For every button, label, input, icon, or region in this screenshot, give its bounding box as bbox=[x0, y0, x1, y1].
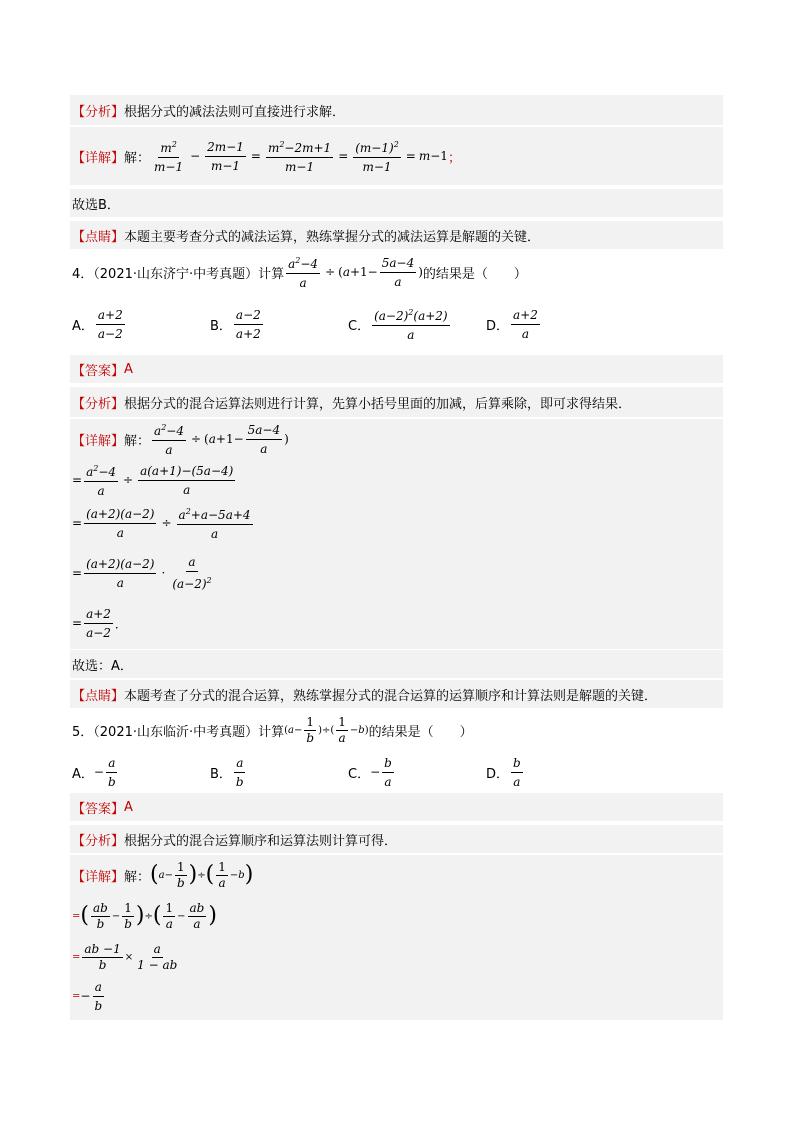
stem-suffix: 的结果是（ ） bbox=[422, 266, 527, 282]
option-label: D． bbox=[486, 318, 510, 334]
q4-choose-row bbox=[70, 650, 723, 678]
q5-analysis-row bbox=[70, 825, 723, 853]
choose-text: 故选：A． bbox=[72, 658, 133, 674]
q4-comment-row bbox=[70, 680, 723, 708]
formula-fraction: $\frac{a^2-4}{a}$ bbox=[154, 423, 184, 457]
analysis-tag: 【分析】 bbox=[72, 396, 125, 412]
stem-suffix: 的结果是（ ） bbox=[368, 724, 473, 740]
q3-choose-row bbox=[70, 189, 723, 217]
formula-fraction: $\frac{ab}{b}$ bbox=[92, 900, 108, 931]
option-label: C． bbox=[348, 766, 371, 782]
formula-fraction: $\frac{1}{b}$ bbox=[306, 714, 315, 745]
q3-analysis-row bbox=[70, 95, 723, 125]
detail-lead: 解： bbox=[124, 869, 151, 885]
comment-tag: 【点睛】 bbox=[72, 688, 125, 704]
q5-detail-block: 【详解】 解： ( a − $\frac{1}{b}$ ) ÷ ( $\frac{1}{a}$ − b ) = ( $\frac{ab}{b}$ − $\frac{1}{b}$ ) ÷ ( $\frac{1}{a}$ − $\frac{ab}{a}$ ) = $\frac{ab -1}{b}$ × $\frac{a}{1 - ab}$ = − $\frac{a}{b}$ bbox=[70, 855, 723, 1020]
detail-tag: 【详解】 bbox=[72, 433, 125, 449]
formula-fraction: $\frac{ab}{a}$ bbox=[189, 900, 205, 931]
option-label: B． bbox=[210, 318, 232, 334]
analysis-text: 根据分式的混合运算顺序和运算法则计算可得． bbox=[124, 833, 398, 849]
q5-answer-row bbox=[70, 793, 723, 821]
q4-stem: 4．（2021·山东济宁·中考真题）计算 $\frac{a^2-4}{a}$ ÷ ( a +1− $\frac{5a-4}{a}$ ) 的结果是（ ） bbox=[72, 255, 527, 290]
comment-text: 本题主要考查分式的减法运算，熟练掌握分式的减法运算是解题的关键． bbox=[124, 229, 541, 245]
formula-fraction: $\frac{(a+2)(a-2)}{a}$ bbox=[86, 556, 155, 590]
formula-fraction: $\frac{a(a+1)-(5a-4)}{a}$ bbox=[140, 463, 234, 497]
analysis-tag: 【分析】 bbox=[72, 833, 125, 849]
formula-fraction: $\frac{a}{1 - ab}$ bbox=[137, 941, 178, 972]
q5-option-b bbox=[210, 754, 248, 790]
formula-fraction: $\frac{m^2}{m-1}$ bbox=[154, 140, 184, 174]
q4-option-a bbox=[72, 306, 127, 342]
formula-fraction: $\frac{2m-1}{m-1}$ bbox=[207, 139, 244, 173]
q4-option-c bbox=[348, 306, 452, 342]
formula-fraction: $\frac{a+2}{a}$ bbox=[513, 307, 538, 341]
formula-fraction: $\frac{a}{b}$ bbox=[235, 755, 244, 789]
q4-analysis-row bbox=[70, 387, 723, 417]
formula-fraction: $\frac{5a-4}{a}$ bbox=[247, 422, 281, 456]
analysis-tag: 【分析】 bbox=[72, 104, 125, 120]
answer-value: A bbox=[124, 361, 133, 377]
stem-prefix: 4．（2021·山东济宁·中考真题）计算 bbox=[72, 266, 285, 282]
option-label: A． bbox=[72, 766, 94, 782]
formula-fraction: $\frac{a}{b}$ bbox=[107, 755, 116, 789]
formula-fraction: $\frac{b}{a}$ bbox=[384, 755, 392, 789]
formula-fraction: $\frac{1}{b}$ bbox=[124, 900, 132, 931]
q4-answer-row bbox=[70, 355, 723, 383]
formula-fraction: $\frac{(a-2)^2(a+2)}{a}$ bbox=[374, 308, 448, 342]
q5-option-c: C． − $\frac{b}{a}$ bbox=[348, 755, 392, 789]
q4-option-d bbox=[486, 306, 542, 342]
option-label: B． bbox=[210, 766, 232, 782]
formula-fraction: $\frac{a^2-4}{a}$ bbox=[288, 256, 319, 290]
formula-fraction: $\frac{m^2-2m+1}{m-1}$ bbox=[267, 140, 332, 174]
detail-tag: 【详解】 bbox=[72, 150, 125, 166]
formula-fraction: $\frac{a^2+a-5a+4}{a}$ bbox=[178, 507, 251, 541]
option-label: D． bbox=[486, 766, 510, 782]
option-label: C． bbox=[348, 318, 371, 334]
analysis-text: 根据分式的混合运算法则进行计算，先算小括号里面的加减，后算乘除，即可求得结果． bbox=[124, 396, 632, 412]
formula-fraction: $\frac{a}{(a-2)^2}$ bbox=[172, 555, 212, 591]
q3-comment-row bbox=[70, 221, 723, 249]
formula-fraction: $\frac{1}{b}$ bbox=[176, 859, 185, 890]
formula-fraction: $\frac{1}{a}$ bbox=[338, 714, 346, 745]
q4-option-b bbox=[210, 306, 265, 342]
detail-lead: 解： bbox=[124, 150, 151, 166]
formula-fraction: $\frac{a}{b}$ bbox=[94, 979, 103, 1013]
detail-tag: 【详解】 bbox=[72, 869, 125, 885]
analysis-text: 根据分式的减法法则可直接进行求解． bbox=[124, 104, 346, 120]
answer-tag: 【答案】 bbox=[72, 363, 125, 379]
answer-tag: 【答案】 bbox=[72, 801, 125, 817]
q5-option-d bbox=[486, 754, 525, 790]
formula-fraction: $\frac{1}{a}$ bbox=[218, 859, 226, 890]
q4-detail-block: 【详解】 解： $\frac{a^2-4}{a}$ ÷ ( a +1− $\frac{5a-4}{a}$ ) = $\frac{a^2-4}{a}$ ÷ $\frac{a(a+1)-(5a-4)}{a}$ = $\frac{(a+2)(a-2)}{a}$ ÷ $\frac{a^2+a-5a+4}{a}$ = $\frac{(a+2)(a-2)}{a}$ · $\frac{a}{(a-2)^2}$ = $\frac{a+2}{a-2}$ ． bbox=[70, 419, 723, 649]
stem-prefix: 5．（2021·山东临沂·中考真题）计算 bbox=[72, 724, 285, 740]
answer-value: A bbox=[124, 799, 133, 815]
formula-fraction: $\frac{1}{a}$ bbox=[165, 900, 174, 931]
formula-fraction: $\frac{a+2}{a-2}$ bbox=[86, 606, 111, 640]
formula-fraction: $\frac{a^2-4}{a}$ bbox=[86, 464, 117, 498]
formula-fraction: $\frac{a+2}{a-2}$ bbox=[97, 307, 123, 341]
formula-fraction: $\frac{b}{a}$ bbox=[513, 755, 521, 789]
formula-fraction: $\frac{ab -1}{b}$ bbox=[84, 941, 121, 972]
comment-tag: 【点睛】 bbox=[72, 229, 125, 245]
formula-fraction: $\frac{a-2}{a+2}$ bbox=[235, 307, 261, 341]
formula-fraction: $\frac{5a-4}{a}$ bbox=[381, 255, 415, 289]
option-label: A． bbox=[72, 318, 94, 334]
comment-text: 本题考查了分式的混合运算，熟练掌握分式的混合运算的运算顺序和计算法则是解题的关键． bbox=[124, 688, 658, 704]
detail-lead: 解： bbox=[124, 433, 151, 449]
q5-option-a: A． − $\frac{a}{b}$ bbox=[72, 755, 116, 789]
q3-detail-row: 【详解】 解： $\frac{m^2}{m-1}$ − $\frac{2m-1}{m-1}$ = $\frac{m^2-2m+1}{m-1}$ = $\frac{(m-1)^2}{m-1}$ = m −1 ； bbox=[70, 127, 723, 185]
choose-text: 故选B． bbox=[72, 197, 120, 213]
q5-stem: 5．（2021·山东临沂·中考真题）计算 ( a − $\frac{1}{b}$ )÷( $\frac{1}{a}$ − b ) 的结果是（ ） bbox=[72, 714, 473, 745]
formula-fraction: $\frac{(a+2)(a-2)}{a}$ bbox=[86, 506, 155, 540]
formula-fraction: $\frac{(m-1)^2}{m-1}$ bbox=[355, 140, 399, 174]
